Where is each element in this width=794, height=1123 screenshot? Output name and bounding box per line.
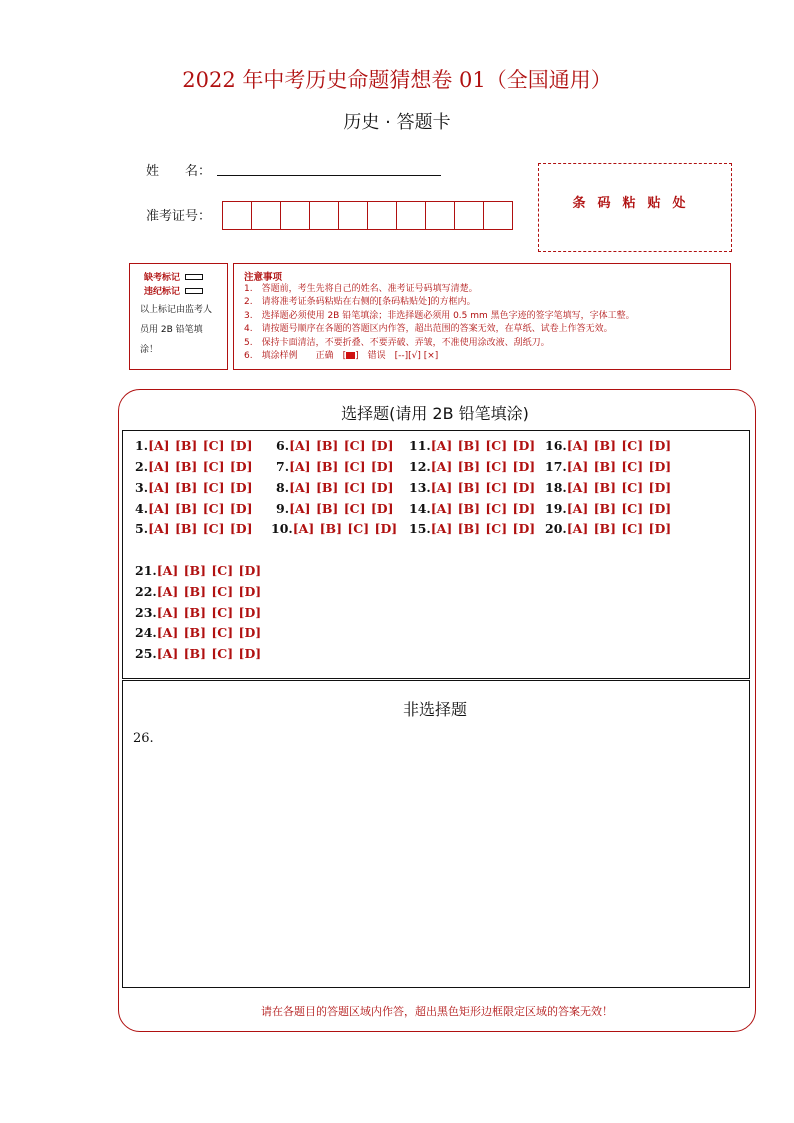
option-b-bubble[interactable]: [B] bbox=[593, 501, 621, 516]
option-b-bubble[interactable]: [B] bbox=[457, 480, 485, 495]
option-d-bubble[interactable]: [D] bbox=[370, 501, 394, 516]
absent-mark-row bbox=[144, 270, 203, 283]
notice-item: 3. 选择题必须使用 2B 铅笔填涂；非选择题必须用 0.5 mm 黑色字迹的签字笔填写，字体工整。 bbox=[244, 310, 635, 321]
exam-id-boxes[interactable] bbox=[222, 201, 512, 230]
sample-suffix: ] 错误 [--][√] [×] bbox=[355, 351, 439, 362]
exam-id-digit-box[interactable] bbox=[338, 201, 368, 230]
question-13 bbox=[409, 480, 536, 495]
question-number: 21. bbox=[135, 563, 157, 578]
question-18 bbox=[545, 480, 672, 495]
violation-mark-row bbox=[144, 284, 203, 297]
marking-box bbox=[129, 263, 228, 370]
question-number: 7. bbox=[276, 459, 290, 474]
option-a-bubble[interactable]: [A] bbox=[566, 501, 593, 516]
option-a-bubble[interactable]: [A] bbox=[289, 501, 315, 516]
option-d-bubble[interactable]: [D] bbox=[648, 438, 672, 453]
option-b-bubble[interactable]: [B] bbox=[315, 480, 343, 495]
question-number: 12. bbox=[409, 459, 431, 474]
question-number: 1. bbox=[135, 438, 149, 453]
question-16 bbox=[545, 438, 672, 453]
notice-item-sample bbox=[244, 350, 635, 363]
exam-id-digit-box[interactable] bbox=[425, 201, 455, 230]
violation-mark-label: 违纪标记 bbox=[144, 287, 181, 297]
option-a-bubble[interactable]: [A] bbox=[430, 438, 457, 453]
exam-id-digit-box[interactable] bbox=[396, 201, 426, 230]
question-2 bbox=[135, 459, 254, 474]
option-c-bubble[interactable]: [C] bbox=[485, 438, 512, 453]
question-number: 9. bbox=[276, 501, 290, 516]
option-d-bubble[interactable]: [D] bbox=[238, 605, 262, 620]
option-c-bubble[interactable]: [C] bbox=[485, 480, 512, 495]
option-a-bubble[interactable]: [A] bbox=[148, 438, 174, 453]
question-22 bbox=[135, 584, 262, 599]
option-a-bubble[interactable]: [A] bbox=[566, 438, 593, 453]
option-c-bubble[interactable]: [C] bbox=[485, 521, 512, 536]
option-b-bubble[interactable]: [B] bbox=[174, 480, 202, 495]
option-b-bubble[interactable]: [B] bbox=[593, 438, 621, 453]
option-d-bubble[interactable]: [D] bbox=[648, 459, 672, 474]
option-b-bubble[interactable]: [B] bbox=[593, 521, 621, 536]
option-d-bubble[interactable]: [D] bbox=[229, 521, 253, 536]
choice-section-title: 选择题(请用 2B 铅笔填涂) bbox=[341, 404, 529, 423]
exam-id-digit-box[interactable] bbox=[454, 201, 484, 230]
question-10 bbox=[271, 521, 398, 536]
option-c-bubble[interactable]: [C] bbox=[343, 459, 370, 474]
option-d-bubble[interactable]: [D] bbox=[512, 459, 536, 474]
question-15 bbox=[409, 521, 536, 536]
option-b-bubble[interactable]: [B] bbox=[174, 501, 202, 516]
option-d-bubble[interactable]: [D] bbox=[238, 584, 262, 599]
option-a-bubble[interactable]: [A] bbox=[148, 501, 174, 516]
exam-id-digit-box[interactable] bbox=[309, 201, 339, 230]
option-b-bubble[interactable]: [B] bbox=[174, 459, 202, 474]
question-24 bbox=[135, 625, 262, 640]
question-11 bbox=[409, 438, 536, 453]
question-number: 13. bbox=[409, 480, 431, 495]
page-subtitle: 历史 · 答题卡 bbox=[343, 112, 451, 133]
option-b-bubble[interactable]: [B] bbox=[593, 459, 621, 474]
option-d-bubble[interactable]: [D] bbox=[238, 563, 262, 578]
option-c-bubble[interactable]: [C] bbox=[343, 438, 370, 453]
question-23 bbox=[135, 605, 262, 620]
option-b-bubble[interactable]: [B] bbox=[315, 501, 343, 516]
option-d-bubble[interactable]: [D] bbox=[374, 521, 398, 536]
option-b-bubble[interactable]: [B] bbox=[183, 563, 211, 578]
exam-id-label: 准考证号： bbox=[146, 209, 212, 224]
option-b-bubble[interactable]: [B] bbox=[183, 646, 211, 661]
option-c-bubble[interactable]: [C] bbox=[343, 480, 370, 495]
filled-mark-sample bbox=[346, 352, 355, 359]
option-c-bubble[interactable]: [C] bbox=[621, 480, 648, 495]
question-number: 14. bbox=[409, 501, 431, 516]
absent-mark-label: 缺考标记 bbox=[144, 273, 181, 283]
option-a-bubble[interactable]: [A] bbox=[289, 459, 315, 474]
option-c-bubble[interactable]: [C] bbox=[202, 480, 229, 495]
option-a-bubble[interactable]: [A] bbox=[289, 438, 315, 453]
option-c-bubble[interactable]: [C] bbox=[211, 646, 238, 661]
option-c-bubble[interactable]: [C] bbox=[211, 605, 238, 620]
question-number: 20. bbox=[545, 521, 567, 536]
option-a-bubble[interactable]: [A] bbox=[289, 480, 315, 495]
question-26-number: 26. bbox=[133, 731, 154, 746]
option-c-bubble[interactable]: [C] bbox=[621, 501, 648, 516]
question-8 bbox=[276, 480, 395, 495]
question-number: 22. bbox=[135, 584, 157, 599]
option-b-bubble[interactable]: [B] bbox=[457, 438, 485, 453]
question-12 bbox=[409, 459, 536, 474]
notice-item: 2. 请将准考证条码粘贴在右侧的[条码粘贴处]的方框内。 bbox=[244, 297, 476, 308]
option-d-bubble[interactable]: [D] bbox=[238, 646, 262, 661]
question-number: 25. bbox=[135, 646, 157, 661]
option-c-bubble[interactable]: [C] bbox=[485, 501, 512, 516]
name-label: 姓 名： bbox=[146, 164, 212, 179]
notice-item: 4. 请按题号顺序在各题的答题区内作答，超出范围的答案无效，在草纸、试卷上作答无效。 bbox=[244, 324, 613, 335]
question-6 bbox=[276, 438, 395, 453]
question-number: 6. bbox=[276, 438, 290, 453]
option-c-bubble[interactable]: [C] bbox=[211, 584, 238, 599]
option-a-bubble[interactable]: [A] bbox=[292, 521, 319, 536]
option-c-bubble[interactable]: [C] bbox=[621, 459, 648, 474]
option-a-bubble[interactable]: [A] bbox=[148, 521, 174, 536]
question-9 bbox=[276, 501, 395, 516]
exam-id-digit-box[interactable] bbox=[251, 201, 281, 230]
option-d-bubble[interactable]: [D] bbox=[370, 480, 394, 495]
option-a-bubble[interactable]: [A] bbox=[148, 480, 174, 495]
question-number: 8. bbox=[276, 480, 290, 495]
notice-title: 注意事项 bbox=[244, 272, 283, 283]
option-c-bubble[interactable]: [C] bbox=[202, 438, 229, 453]
option-a-bubble[interactable]: [A] bbox=[148, 459, 174, 474]
option-d-bubble[interactable]: [D] bbox=[229, 501, 253, 516]
nonchoice-section-title: 非选择题 bbox=[402, 700, 467, 719]
question-number: 17. bbox=[545, 459, 567, 474]
question-number: 23. bbox=[135, 605, 157, 620]
option-d-bubble[interactable]: [D] bbox=[370, 459, 394, 474]
option-a-bubble[interactable]: [A] bbox=[156, 646, 183, 661]
option-c-bubble[interactable]: [C] bbox=[343, 501, 370, 516]
option-b-bubble[interactable]: [B] bbox=[315, 438, 343, 453]
question-number: 24. bbox=[135, 625, 157, 640]
question-19 bbox=[545, 501, 672, 516]
question-number: 5. bbox=[135, 521, 149, 536]
option-d-bubble[interactable]: [D] bbox=[229, 438, 253, 453]
nonchoice-answer-box[interactable] bbox=[122, 680, 750, 988]
option-a-bubble[interactable]: [A] bbox=[430, 521, 457, 536]
option-c-bubble[interactable]: [C] bbox=[621, 438, 648, 453]
option-d-bubble[interactable]: [D] bbox=[370, 438, 394, 453]
option-a-bubble[interactable]: [A] bbox=[156, 625, 183, 640]
question-25 bbox=[135, 646, 262, 661]
question-14 bbox=[409, 501, 536, 516]
question-number: 3. bbox=[135, 480, 149, 495]
option-c-bubble[interactable]: [C] bbox=[211, 563, 238, 578]
option-d-bubble[interactable]: [D] bbox=[512, 501, 536, 516]
question-number: 2. bbox=[135, 459, 149, 474]
option-d-bubble[interactable]: [D] bbox=[229, 459, 253, 474]
option-c-bubble[interactable]: [C] bbox=[485, 459, 512, 474]
option-a-bubble[interactable]: [A] bbox=[156, 563, 183, 578]
option-d-bubble[interactable]: [D] bbox=[648, 501, 672, 516]
exam-id-digit-box[interactable] bbox=[222, 201, 252, 230]
option-a-bubble[interactable]: [A] bbox=[430, 459, 457, 474]
option-b-bubble[interactable]: [B] bbox=[457, 521, 485, 536]
option-b-bubble[interactable]: [B] bbox=[183, 584, 211, 599]
option-c-bubble[interactable]: [C] bbox=[202, 459, 229, 474]
option-d-bubble[interactable]: [D] bbox=[648, 521, 672, 536]
option-a-bubble[interactable]: [A] bbox=[566, 480, 593, 495]
option-a-bubble[interactable]: [A] bbox=[156, 605, 183, 620]
footer-note: 请在各题目的答题区域内作答，超出黑色矩形边框限定区域的答案无效！ bbox=[261, 1005, 613, 1018]
option-a-bubble[interactable]: [A] bbox=[430, 501, 457, 516]
question-17 bbox=[545, 459, 672, 474]
option-d-bubble[interactable]: [D] bbox=[648, 480, 672, 495]
option-c-bubble[interactable]: [C] bbox=[621, 521, 648, 536]
option-b-bubble[interactable]: [B] bbox=[457, 459, 485, 474]
option-a-bubble[interactable]: [A] bbox=[430, 480, 457, 495]
option-b-bubble[interactable]: [B] bbox=[319, 521, 347, 536]
question-1 bbox=[135, 438, 254, 453]
barcode-area bbox=[538, 163, 732, 252]
absent-mark-box[interactable] bbox=[185, 274, 203, 280]
option-c-bubble[interactable]: [C] bbox=[202, 501, 229, 516]
option-a-bubble[interactable]: [A] bbox=[566, 521, 593, 536]
question-21 bbox=[135, 563, 262, 578]
option-c-bubble[interactable]: [C] bbox=[211, 625, 238, 640]
option-d-bubble[interactable]: [D] bbox=[512, 521, 536, 536]
question-5 bbox=[135, 521, 254, 536]
option-d-bubble[interactable]: [D] bbox=[512, 438, 536, 453]
notice-item: 5. 保持卡面清洁，不要折叠、不要弄破、弄皱，不准使用涂改液、刮纸刀。 bbox=[244, 337, 550, 348]
option-c-bubble[interactable]: [C] bbox=[347, 521, 374, 536]
question-number: 11. bbox=[409, 438, 431, 453]
question-number: 18. bbox=[545, 480, 567, 495]
question-3 bbox=[135, 480, 254, 495]
notice-item: 1. 答题前，考生先将自己的姓名、准考证号码填写清楚。 bbox=[244, 284, 478, 294]
option-b-bubble[interactable]: [B] bbox=[183, 605, 211, 620]
option-d-bubble[interactable]: [D] bbox=[229, 480, 253, 495]
page-title: 2022 年中考历史命题猜想卷 01（全国通用） bbox=[182, 68, 612, 92]
notice-list bbox=[244, 283, 635, 363]
question-number: 16. bbox=[545, 438, 567, 453]
option-d-bubble[interactable]: [D] bbox=[238, 625, 262, 640]
option-d-bubble[interactable]: [D] bbox=[512, 480, 536, 495]
question-7 bbox=[276, 459, 395, 474]
option-a-bubble[interactable]: [A] bbox=[156, 584, 183, 599]
notice-box bbox=[233, 263, 731, 370]
exam-id-digit-box[interactable] bbox=[367, 201, 397, 230]
option-b-bubble[interactable]: [B] bbox=[174, 438, 202, 453]
option-b-bubble[interactable]: [B] bbox=[593, 480, 621, 495]
option-b-bubble[interactable]: [B] bbox=[183, 625, 211, 640]
barcode-label: 条码粘贴处 bbox=[572, 196, 698, 211]
question-number: 15. bbox=[409, 521, 431, 536]
marking-note: 以上标记由监考人员用 2B 铅笔填涂！ bbox=[140, 305, 213, 355]
violation-mark-box[interactable] bbox=[185, 288, 203, 294]
question-number: 19. bbox=[545, 501, 567, 516]
sample-prefix: 6. 填涂样例 正确 [ bbox=[244, 351, 347, 362]
question-4 bbox=[135, 501, 254, 516]
question-number: 4. bbox=[135, 501, 149, 516]
question-number: 10. bbox=[271, 521, 293, 536]
question-20 bbox=[545, 521, 672, 536]
option-b-bubble[interactable]: [B] bbox=[457, 501, 485, 516]
option-c-bubble[interactable]: [C] bbox=[202, 521, 229, 536]
option-a-bubble[interactable]: [A] bbox=[566, 459, 593, 474]
exam-id-digit-box[interactable] bbox=[483, 201, 513, 230]
option-b-bubble[interactable]: [B] bbox=[174, 521, 202, 536]
exam-id-digit-box[interactable] bbox=[280, 201, 310, 230]
option-b-bubble[interactable]: [B] bbox=[315, 459, 343, 474]
name-field[interactable] bbox=[217, 175, 441, 176]
